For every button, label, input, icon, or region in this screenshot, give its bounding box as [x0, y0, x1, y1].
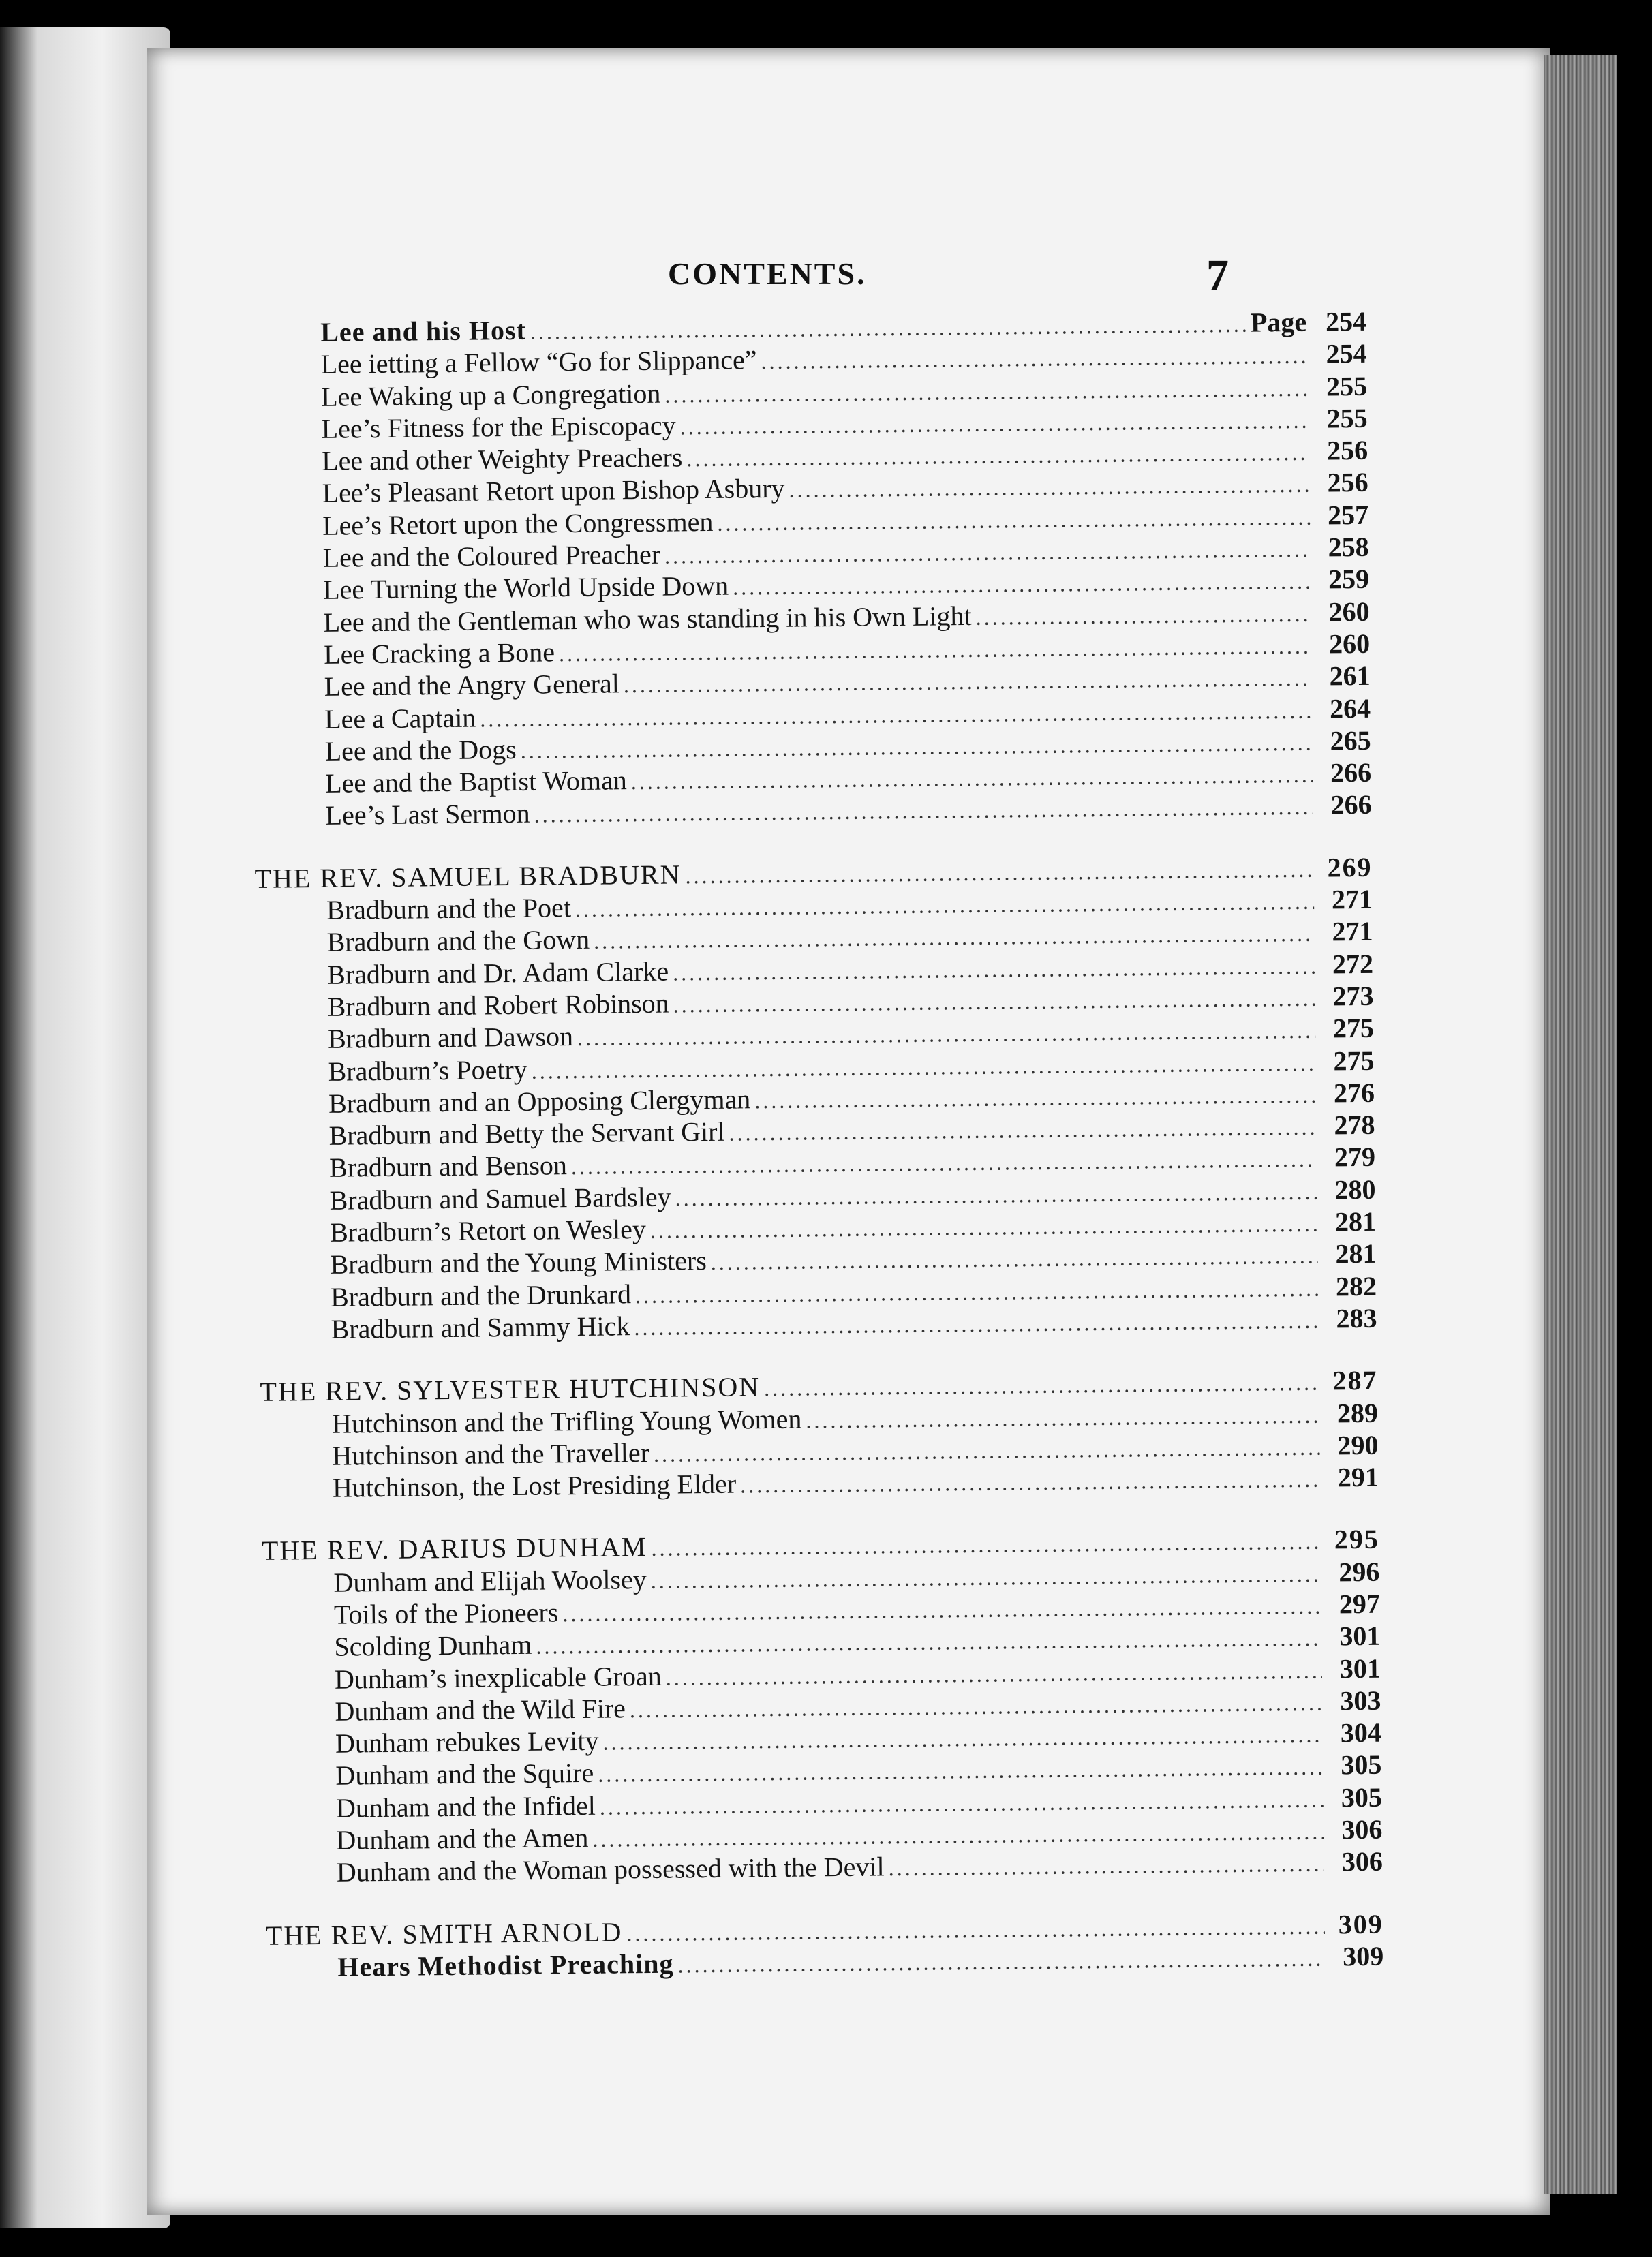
dot-leader: [733, 569, 1311, 600]
page-number: 7: [1206, 251, 1229, 301]
toc-page-number: 290: [1337, 1429, 1379, 1461]
toc-entry-label: Bradburn and Betty the Servant Girl: [328, 1116, 725, 1151]
dot-leader: [711, 1244, 1318, 1275]
dot-leader: [740, 1467, 1320, 1499]
dot-leader: [717, 504, 1310, 536]
toc-page-number: 265: [1330, 724, 1371, 756]
section-heading-label: THE REV. DARIUS DUNHAM: [261, 1531, 647, 1567]
toc-entry-label: Lee and other Weighty Preachers: [321, 442, 683, 477]
toc-entry-label: Lee Turning the World Upside Down: [322, 570, 729, 606]
toc-page-number: 264: [1329, 692, 1371, 724]
toc-entry-label: Lee Waking up a Congregation: [320, 378, 661, 412]
toc-entry-label: Bradburn and Dawson: [327, 1021, 574, 1055]
toc-entry-label: Lee a Captain: [324, 702, 476, 735]
toc-entry-label: Lee ietting a Fellow “Go for Slippance”: [320, 344, 757, 380]
dot-leader: [754, 1082, 1316, 1114]
toc-page-number: 254: [1326, 338, 1367, 369]
dot-leader: [888, 1852, 1324, 1882]
toc-page-number: 281: [1335, 1238, 1377, 1270]
toc-page-number: 276: [1333, 1077, 1375, 1109]
toc-entry-label: Toils of the Pioneers: [333, 1597, 559, 1630]
toc-page-number: 275: [1333, 1045, 1375, 1076]
toc-page-number: 281: [1334, 1206, 1377, 1238]
toc-page-number: 305: [1341, 1749, 1382, 1781]
toc-page-number: 275: [1332, 1013, 1375, 1044]
toc-entry-label: Dunham and the Squire: [335, 1757, 594, 1792]
toc-page-number: 256: [1326, 435, 1368, 466]
toc-page-number: 306: [1341, 1846, 1383, 1877]
toc-entry-label: Hutchinson and the Traveller: [332, 1437, 650, 1471]
toc-entry-label: Lee and the Baptist Woman: [324, 765, 627, 799]
dot-leader: [685, 857, 1313, 889]
toc-section: [254, 851, 1377, 1347]
toc-entry-label: Hutchinson and the Trifling Young Women: [331, 1403, 802, 1439]
toc-page-number: 287: [1332, 1364, 1378, 1396]
toc-entry-label: Lee and the Coloured Preacher: [322, 538, 661, 573]
toc-entry-label: Lee and the Gentleman who was standing in his Own Light: [323, 600, 972, 638]
toc-page-number: 297: [1339, 1588, 1381, 1620]
toc-entry-label: Bradburn and Dr. Adam Clarke: [326, 955, 669, 990]
toc-entry-label: Lee Cracking a Bone: [323, 636, 555, 670]
toc-section: [260, 1364, 1379, 1505]
toc-page-number: 306: [1341, 1813, 1383, 1845]
toc-page-number: 257: [1327, 499, 1369, 531]
toc-entry-label: Bradburn’s Retort on Wesley: [329, 1213, 647, 1248]
toc-page-number: 266: [1330, 756, 1372, 788]
toc-page-number: 260: [1328, 628, 1371, 660]
dot-leader: [686, 440, 1309, 472]
toc-section: [266, 1907, 1384, 1984]
toc-entry-label: Hutchinson, the Lost Presiding Elder: [332, 1468, 737, 1503]
toc-page-number: 291: [1337, 1461, 1379, 1493]
toc-entry-label: Lee and the Angry General: [324, 668, 620, 703]
toc-page-number: 255: [1326, 370, 1368, 402]
toc-page-number: 256: [1327, 467, 1368, 498]
toc-entry-label: Bradburn and the Young Ministers: [330, 1245, 707, 1280]
toc-page-number: 301: [1339, 1621, 1381, 1652]
dot-leader: [634, 1308, 1319, 1341]
toc-page-number: 309: [1338, 1908, 1384, 1940]
toc-page-number: 301: [1339, 1653, 1381, 1684]
toc-page-number: 295: [1334, 1524, 1380, 1555]
dot-leader: [764, 1370, 1319, 1402]
toc-entry-label: Lee’s Pleasant Retort upon Bishop Asbury: [322, 473, 785, 509]
toc-page-number: 269: [1327, 851, 1373, 883]
toc-entry-label: Lee’s Last Sermon: [325, 798, 530, 831]
toc-page-number: 254: [1325, 305, 1367, 337]
toc-entry-label: Bradburn and Samuel Bardsley: [329, 1181, 671, 1216]
toc-entry-label: Dunham rebukes Levity: [335, 1725, 599, 1759]
toc-page-number: 296: [1339, 1556, 1380, 1588]
dot-leader: [679, 408, 1309, 440]
toc-entry-label: Bradburn and the Poet: [326, 892, 572, 925]
dot-leader: [534, 795, 1313, 828]
toc-entry-label: Dunham and Elijah Woolsey: [333, 1563, 647, 1598]
toc-entry-label: Bradburn and an Opposing Clergyman: [328, 1084, 751, 1119]
toc-page-number: 271: [1331, 883, 1373, 915]
toc-entry-label: Dunham’s inexplicable Groan: [334, 1660, 662, 1695]
toc-entry-label: Bradburn and the Drunkard: [330, 1278, 632, 1312]
toc-page-number: 305: [1341, 1781, 1383, 1813]
section-heading-label: THE REV. SMITH ARNOLD: [265, 1916, 623, 1951]
toc-page-number: 283: [1336, 1302, 1377, 1334]
toc-page-number: 272: [1332, 948, 1374, 980]
toc-page-number: 255: [1326, 402, 1368, 434]
toc-entry-label: Hears Methodist Preaching: [337, 1948, 674, 1982]
dot-leader: [677, 1946, 1325, 1978]
toc-page-number: 273: [1332, 980, 1374, 1012]
toc-entry-label: Bradburn and Sammy Hick: [331, 1310, 630, 1345]
toc-page-number: 282: [1335, 1270, 1377, 1302]
left-page-edge: [0, 27, 170, 2228]
toc-section: [249, 305, 1372, 833]
toc-page-number: 266: [1330, 789, 1372, 820]
page-prefix: Page: [1250, 306, 1307, 338]
table-of-contents: [249, 305, 1384, 1984]
dot-leader: [761, 343, 1309, 374]
dot-leader: [729, 1115, 1316, 1146]
dot-leader: [789, 472, 1310, 503]
toc-page-number: 278: [1334, 1109, 1375, 1141]
toc-entry-label: Bradburn and Robert Robinson: [327, 987, 669, 1022]
toc-page-number: 279: [1334, 1141, 1376, 1173]
toc-page-number: 304: [1340, 1717, 1382, 1749]
toc-page-number: 280: [1334, 1173, 1376, 1206]
toc-entry-label: Bradburn and the Gown: [326, 924, 590, 958]
toc-page-number: 261: [1329, 660, 1371, 692]
toc-page-number: 259: [1328, 564, 1370, 595]
section-heading-label: THE REV. SAMUEL BRADBURN: [254, 859, 682, 894]
toc-page-number: 260: [1328, 596, 1370, 628]
toc-entry-label: Scolding Dunham: [334, 1629, 532, 1663]
toc-page-number: 289: [1336, 1397, 1379, 1428]
toc-page-number: 303: [1340, 1685, 1381, 1717]
toc-entry-label: Dunham and the Woman possessed with the Devil: [336, 1851, 885, 1888]
page-block-edges: [1544, 55, 1617, 2194]
toc-entry-label: Bradburn and Benson: [328, 1150, 568, 1184]
toc-section: [262, 1523, 1383, 1889]
toc-entry-label: Bradburn’s Poetry: [328, 1054, 528, 1087]
toc-entry-label: Dunham and the Wild Fire: [335, 1693, 626, 1727]
toc-entry-label: Lee and his Host: [320, 314, 527, 348]
toc-entry-label: Dunham and the Infidel: [335, 1790, 596, 1824]
dot-leader: [975, 601, 1311, 630]
book-page: [147, 48, 1550, 2215]
toc-page-number: 271: [1332, 916, 1373, 947]
dot-leader: [806, 1402, 1319, 1433]
toc-entry-label: Lee’s Fitness for the Episcopacy: [321, 410, 676, 444]
toc-entry-label: Dunham and the Amen: [336, 1822, 589, 1856]
toc-page-number: 309: [1343, 1940, 1384, 1972]
page-title: CONTENTS.: [668, 256, 867, 291]
section-heading-label: THE REV. SYLVESTER HUTCHINSON: [260, 1371, 761, 1408]
page-header: [147, 251, 1550, 310]
toc-page-number: 258: [1328, 531, 1369, 563]
toc-entry-label: Lee’s Retort upon the Congressmen: [322, 506, 714, 541]
toc-entry-label: Lee and the Dogs: [324, 733, 517, 767]
